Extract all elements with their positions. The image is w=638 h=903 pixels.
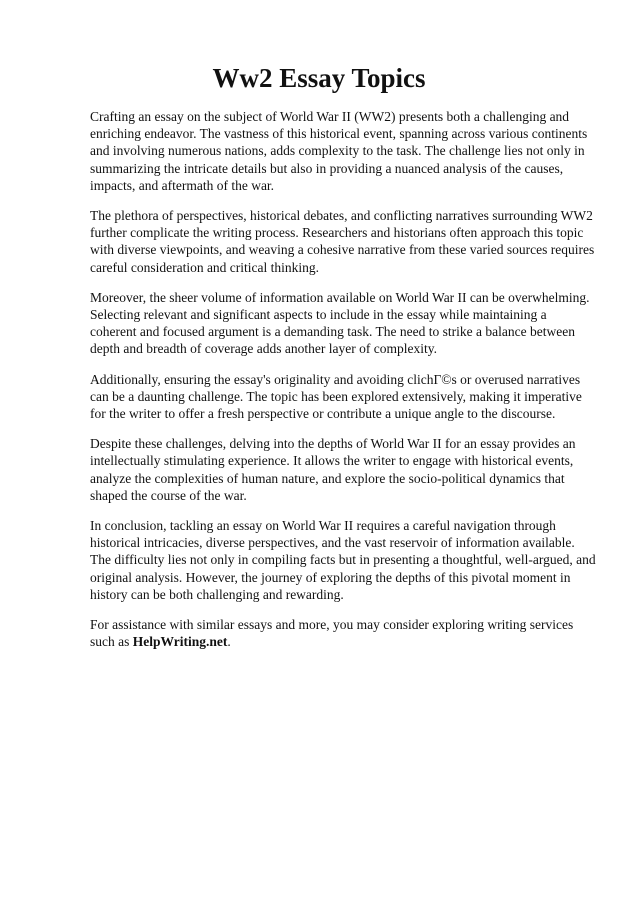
page-title: Ww2 Essay Topics [212, 63, 426, 93]
paragraph-conclusion: In conclusion, tackling an essay on World War II requires a careful navigation through historical intricacies, diverse perspectives, and the vast reservoir of information available. The difficulty lies not only in compiling facts but in presenting a thoughtful, well-argued, and original analysis. However, the journey of exploring the depths of this pivotal moment in history can be both challenging and rewarding. [90, 518, 596, 602]
footer-paragraph [90, 616, 596, 650]
paragraph-experience: Despite these challenges, delving into the depths of World War II for an essay provides an intellectually stimulating experience. It allows the writer to engage with historical events, analyze the complexities of human nature, and explore the socio-political dynamics that shaped the course of the war. [90, 436, 576, 503]
helpwriting-link[interactable]: HelpWriting.net [132, 634, 228, 650]
document-body [90, 108, 596, 650]
paragraph-intro: Crafting an essay on the subject of World War II (WW2) presents both a challenging and enriching endeavor. The vastness of this historical event, spanning across various continents and involving numerous nations, adds complexity to the task. The challenge lies not only in summarizing the intricate details but also in providing a nuanced analysis of the causes, impacts, and aftermath of the war. [90, 109, 588, 193]
paragraph-volume: Moreover, the sheer volume of information available on World War II can be overwhelming. Selecting relevant and significant aspects to include in the essay while maintaining a coherent and focused argument is a demanding task. The need to strike a balance between depth and breadth of coverage adds another layer of complexity. [90, 289, 590, 357]
paragraph-perspectives: The plethora of perspectives, historical debates, and conflicting narratives surrounding WW2 further complicate the writing process. Researchers and historians often approach this topic with diverse viewpoints, and weaving a cohesive narrative from these varied sources requires careful consideration and critical thinking. [90, 208, 595, 275]
paragraph-originality: Additionally, ensuring the essay's originality and avoiding clichГ©s or overused narratives can be a daunting challenge. The topic has been explored extensively, making it imperative for the writer to offer a fresh perspective or contribute a unique angle to the discourse. [90, 371, 582, 422]
footer-period: . [227, 634, 231, 650]
footer-text: For assistance with similar essays and more, you may consider exploring writing services such as [90, 617, 574, 650]
